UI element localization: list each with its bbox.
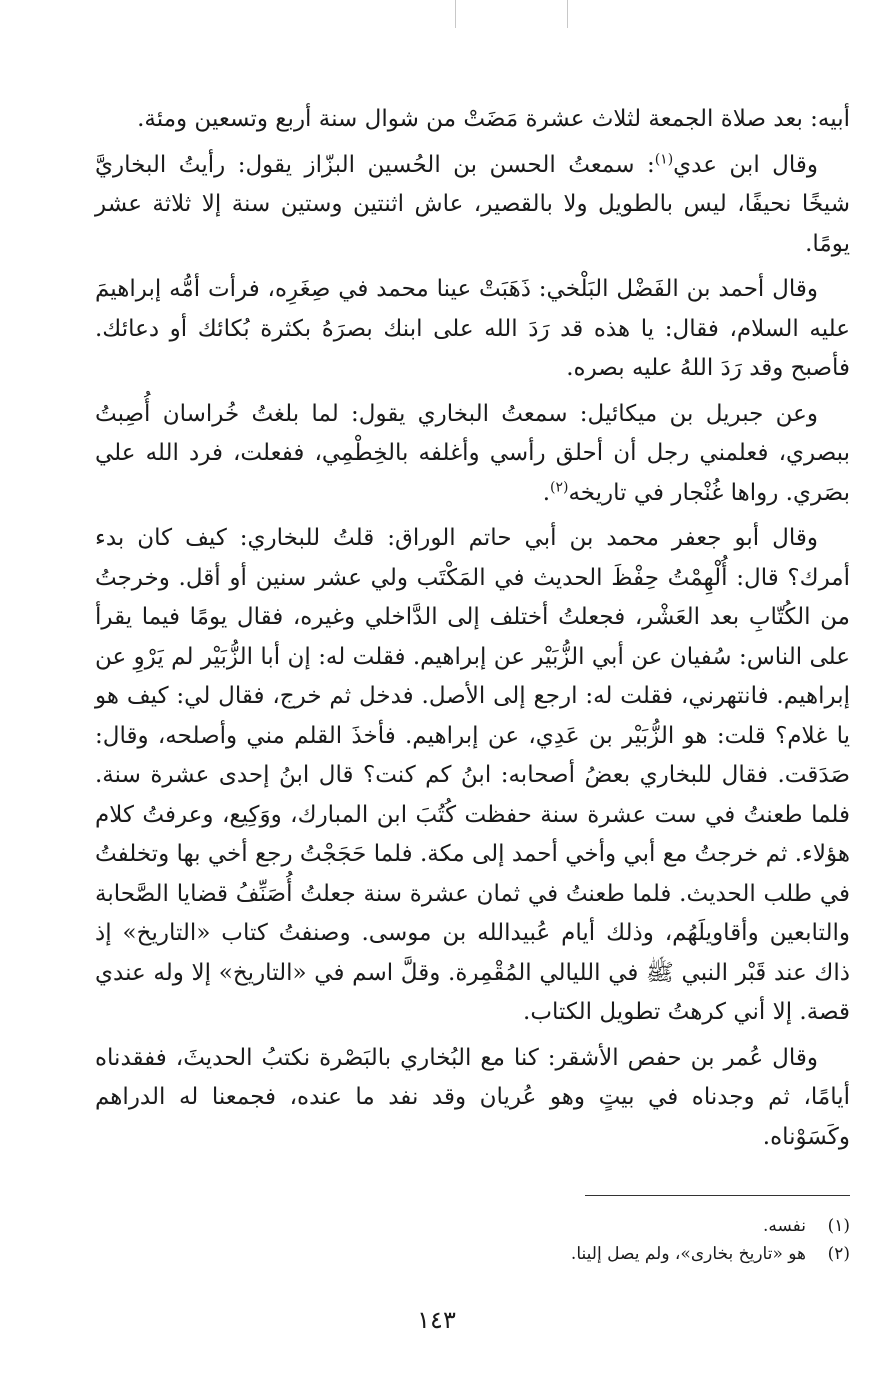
footnote <box>110 1212 850 1240</box>
footnote-reference: (١) <box>654 150 674 167</box>
paragraph: وقال عُمر بن حفص الأشقر: كنا مع البُخاري بالبَصْرة نكتبُ الحديثَ، ففقدناه أيامًا، ثم وجدناه في بيتٍ وهو عُريان وقد نفد ما عنده، فجمعنا له الدراهم وكَسَوْناه. <box>95 1044 851 1150</box>
footnote-text: نفسه. <box>762 1216 806 1236</box>
footnote-text: هو «تاريخ بخارى»، ولم يصل إلينا. <box>570 1244 806 1264</box>
paragraph: أبيه: بعد صلاة الجمعة لثلاث عشرة مَضَتْ من شوال سنة أربع وتسعين ومئة. <box>137 106 850 132</box>
paragraph: وعن جبريل بن ميكائيل: سمعتُ البخاري يقول: لما بلغتُ خُراسان أُصِبتُ ببصري، فعلمني رجل أن أحلق رأسي وأغلفه بالخِطْمِي، ففعلت، فرد الله علي بصَري. رواها غُنْجار في تاريخه$^{(٢)}$. <box>95 400 850 506</box>
footnotes <box>110 1212 850 1268</box>
paragraph: وقال أبو جعفر محمد بن أبي حاتم الوراق: قلتُ للبخاري: كيف كان بدء أمرك؟ قال: أُلْهِمْتُ حِفْظَ الحديث في المَكْتَب ولي عشر سنين أو أقل. وخرجتُ من الكُتّابِ بعد العَشْر، فجعلتُ أختلف إلى الدَّاخلي وغيره، فقال يومًا فيما يقرأ على الناس: سُفيان عن أبي الزُّبَيْر عن إبراهيم. فقلت له: إن أبا الزُّبَيْر لم يَرْوِ عن إبراهيم. فانتهرني، فقلت له: ارجع إلى الأصل. فدخل ثم خرج، فقال لي: كيف هو يا غلام؟ قلت: هو الزُّبَيْر بن عَدِي، عن إبراهيم. فأخذَ القلم مني وأصلحه، وقال: صَدَقت. فقال للبخاري بعضُ أصحابه: ابنُ كم كنت؟ قال ابنُ إحدى عشرة سنة. فلما طعنتُ في ست عشرة سنة حفظت كُتُبَ ابن المبارك، ووَكِيع، وعرفتُ كلام هؤلاء. ثم خرجتُ مع أبي وأخي أحمد إلى مكة. فلما حَجَجْتُ رجع أخي بها وتخلفتُ في طلب الحديث. فلما طعنتُ في ثمان عشرة سنة جعلتُ أُصَنِّفُ قضايا الصَّحابة والتابعين وأقاويلَهُم، وذلك أيام عُبيدالله بن موسى. وصنفتُ كتاب «التاريخ» إذ ذاك عند قَبْر النبي ﷺ في الليالي المُقْمِرة. وقلَّ اسم في «التاريخ» إلا وله عندي قصة. إلا أني كرهتُ تطويل الكتاب. <box>95 525 850 1025</box>
scan-artifact <box>455 0 456 28</box>
body-text <box>95 100 850 1163</box>
footnote-number: (٢) <box>827 1244 850 1264</box>
paragraph: وقال ابن عدي$^{(١)}$: سمعتُ الحسن بن الحُسين البزّاز يقول: رأيتُ البخاريَّ شيخًا نحيفًا، ليس بالطويل ولا بالقصير، عاش اثنتين وستين سنة إلا ثلاثة عشر يومًا. <box>95 150 850 257</box>
footnote-number: (١) <box>827 1216 850 1236</box>
footnote <box>110 1240 850 1268</box>
scan-artifact <box>567 0 568 28</box>
page-number: ١٤٣ <box>417 1306 456 1334</box>
footnote-divider <box>585 1195 850 1196</box>
footnote-reference: (٢) <box>550 478 569 495</box>
paragraph: وقال أحمد بن الفَضْل البَلْخي: ذَهَبَتْ عينا محمد في صِغَرِه، فرأت أمُّه إبراهيمَ عليه السلام، فقال: يا هذه قد رَدَ الله على ابنك بصرَهُ بكثرة بُكائك أو دعائك. فأصبح وقد رَدَ اللهُ عليه بصره. <box>95 276 850 381</box>
